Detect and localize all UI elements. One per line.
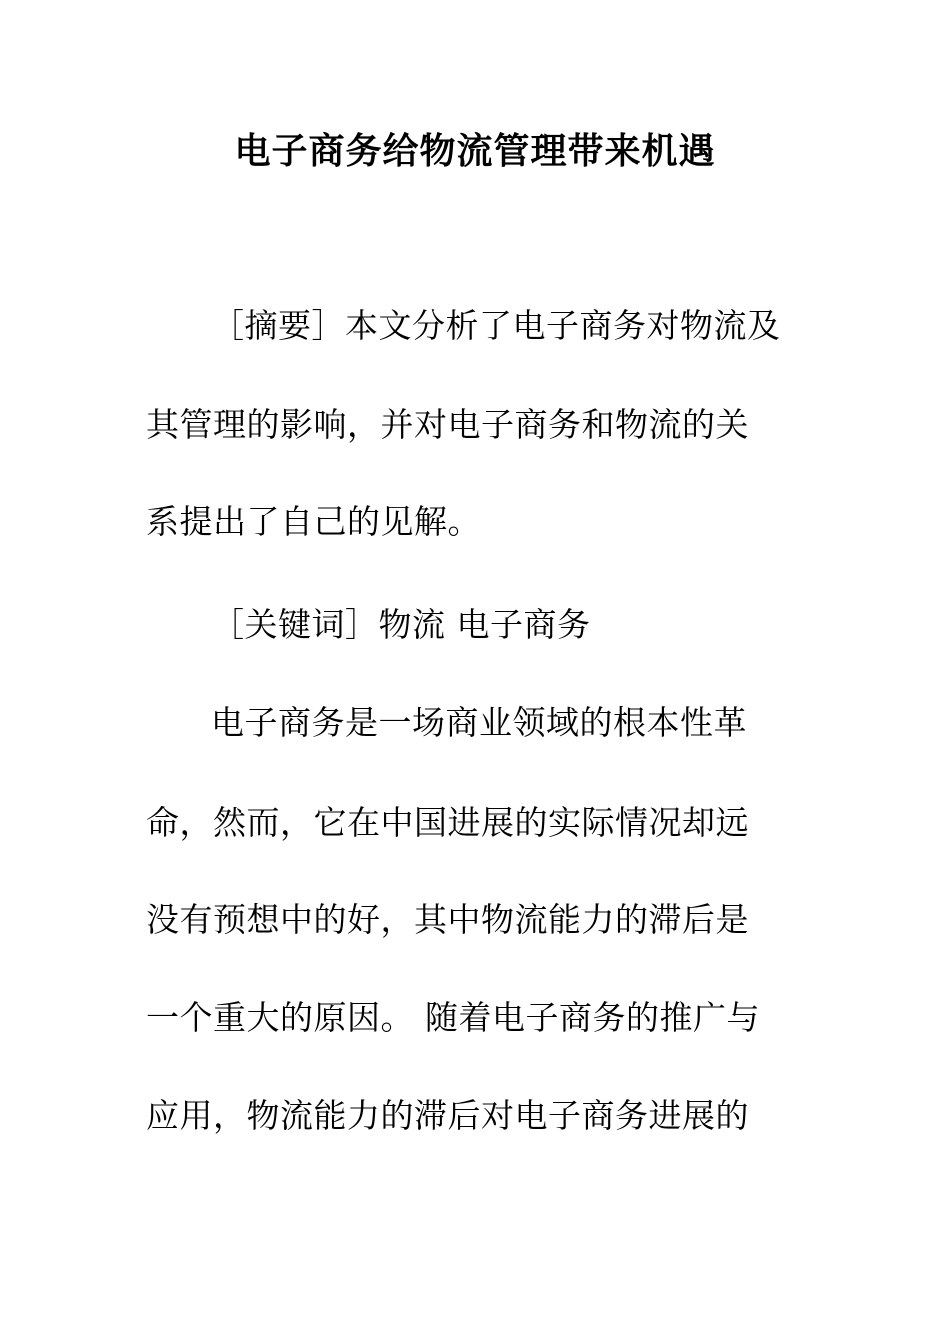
body-line-4: 一个重大的原因。 随着电子商务的推广与 bbox=[146, 998, 760, 1037]
abstract-line-3: 系提出了自己的见解。 bbox=[146, 502, 481, 541]
body-line-5: 应用，物流能力的滞后对电子商务进展的 bbox=[146, 1096, 749, 1135]
abstract-line-1: ［摘要］本文分析了电子商务对物流及 bbox=[211, 306, 781, 345]
abstract-line-2: 其管理的影响，并对电子商务和物流的关 bbox=[146, 405, 749, 444]
keywords-line: ［关键词］物流 电子商务 bbox=[211, 605, 591, 644]
body-line-1: 电子商务是一场商业领域的根本性革 bbox=[211, 703, 747, 742]
body-line-3: 没有预想中的好，其中物流能力的滞后是 bbox=[146, 900, 749, 939]
body-line-2: 命，然而，它在中国进展的实际情况却远 bbox=[146, 803, 749, 842]
document-title: 电子商务给物流管理带来机遇 bbox=[234, 131, 716, 172]
